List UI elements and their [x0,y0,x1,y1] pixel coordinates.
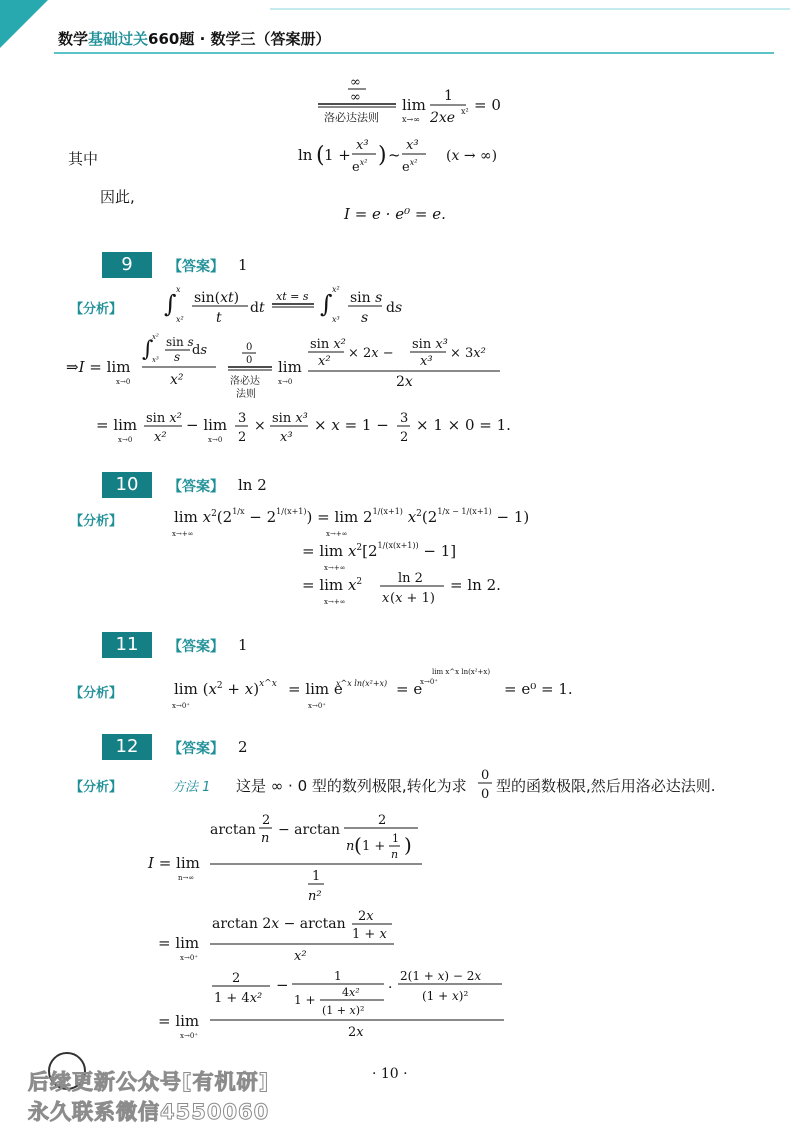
svg-text:x→0: x→0 [116,378,131,386]
svg-text:x³: x³ [420,354,433,369]
svg-text:sin(xt): sin(xt) [194,290,240,306]
answer-value-10: ln 2 [238,476,267,494]
svg-text:x²: x² [318,354,331,369]
header-rule [54,52,774,54]
svg-text:sin s: sin s [166,335,194,349]
svg-text:= lim: = lim [158,1012,200,1030]
svg-text:∫: ∫ [320,290,333,318]
svg-text:(: ( [354,833,362,857]
answer-label-11: 【答案】 [168,639,224,655]
analysis-label-9: 【分析】 [70,302,123,317]
svg-text:1: 1 [392,832,399,845]
svg-text:洛必达: 洛必达 [230,376,260,387]
svg-text:arctan 2x − arctan: arctan 2x − arctan [212,916,346,932]
svg-text:x³: x³ [152,356,159,364]
equivalence-formula [298,133,518,181]
answer-value-12: 2 [238,738,248,756]
p12-line2 [158,906,418,972]
svg-text:法则: 法则 [236,389,256,400]
analysis-label-11: 【分析】 [70,686,123,701]
p12-line1 [148,806,448,906]
svg-text:x→+∞: x→+∞ [324,598,346,606]
svg-text:sin x³: sin x³ [412,337,448,352]
svg-text:x→0: x→0 [278,378,293,386]
svg-text:2x: 2x [396,374,413,390]
svg-text:3: 3 [400,411,409,426]
svg-text:2: 2 [400,430,409,445]
svg-text:= lim x2[21/(x(x+1)) − 1]: = $\lim x^2[2^{1/(x(x+1))} - 1]$ [302,541,457,560]
watermark-line-2: 永久联系微信4550060 [28,1100,270,1124]
svg-text:2x: 2x [348,1025,364,1040]
svg-text:x→0: x→0 [208,436,223,444]
svg-text:x³: x³ [406,138,419,153]
svg-text:0: 0 [246,342,253,353]
svg-text:x²: x² [170,372,184,388]
p11-line1 [170,664,590,714]
svg-text:s: s [174,350,181,364]
inline-frac-num: 0 [481,768,490,783]
prev-res-num: 1 [444,88,453,104]
svg-text:n: n [261,831,270,846]
svg-text:x²: x² [154,430,167,445]
svg-text:× 2x −: × 2x − [348,346,394,361]
method-text-a: 这是 ∞ · 0 型的数列极限,转化为求 [236,777,467,795]
svg-text:2x: 2x [358,909,374,924]
answer-value-9: 1 [238,256,248,274]
method-text-b: 型的函数极限,然后用洛必达法则. [496,777,716,795]
svg-text:lim x2(21/x − 21/(x+1)) = lim: $\lim x^2(2^{1/x} - 2^{1/(x+1)}) = \lim 2^{1/(x+1)}$ $x^2(2^{1/x - 1/(x+1)} - 1)$ [174,507,530,526]
p12-line3 [158,966,518,1046]
svg-text:sin s: sin s [350,290,383,306]
prev-equals-zero: = 0 [474,96,501,114]
svg-text:(x → ∞): (x → ∞) [446,148,498,164]
svg-text:2(1 + x) − 2x: 2(1 + x) − 2x [400,969,482,983]
prev-rule: 洛必达法则 [324,111,379,124]
svg-text:x³: x³ [332,315,340,324]
svg-text:x²: x² [152,333,159,341]
svg-text:∫: ∫ [142,337,154,362]
svg-text:lim: lim [278,358,302,376]
prev-frac-top: ∞ [350,75,361,90]
analysis-label-12: 【分析】 [70,780,123,795]
svg-text:= lim e: = lim e [288,680,343,698]
svg-text:ds: ds [386,300,403,316]
qizhong-label: 其中 [68,150,99,168]
p9-line1 [164,282,424,332]
svg-text:×: × [254,418,266,434]
problem-number-10: 10 [102,472,152,498]
svg-text:lim x^x ln(x²+x): lim x^x ln(x²+x) [432,668,491,676]
svg-text:n: n [346,839,355,854]
svg-text:x^x ln(x²+x): x^x ln(x²+x) [336,679,388,688]
prev-lim: lim [402,96,426,114]
header-top-rule [270,8,790,10]
svg-text:arctan: arctan [210,822,256,838]
svg-text:x→0⁺: x→0⁺ [180,954,198,962]
svg-text:ln 2: ln 2 [398,571,423,586]
svg-text:x³: x³ [356,138,369,153]
svg-text:x: x [176,285,181,294]
svg-text:0: 0 [246,355,253,366]
p9-line3 [96,406,536,452]
svg-text:× 1 × 0 = 1.: × 1 × 0 = 1. [416,416,511,434]
svg-text:~: ~ [388,146,401,164]
svg-text:n: n [391,848,399,861]
svg-text:x→+∞: x→+∞ [324,564,346,572]
prev-lim-sub: x→∞ [402,115,420,124]
svg-text:2: 2 [232,971,241,986]
prev-final: I = e · e⁰ = e. [344,205,446,223]
svg-text:2: 2 [238,430,247,445]
prev-limit-formula [318,72,518,132]
prev-res-den-sup: x² [461,107,469,116]
svg-text:(1 + x)²: (1 + x)² [322,1004,365,1017]
answer-label-9: 【答案】 [168,259,224,275]
problem-number-9: 9 [102,252,152,278]
svg-text:3: 3 [238,411,247,426]
svg-text:t: t [216,310,222,326]
answer-label-10: 【答案】 [168,479,224,495]
svg-text:− lim: − lim [186,416,228,434]
svg-text:n→∞: n→∞ [178,874,195,882]
svg-text:x→0⁺: x→0⁺ [172,702,190,710]
svg-text:1 + x: 1 + x [352,927,387,942]
svg-text:x: x [382,591,390,606]
svg-text:(x + 1): (x + 1) [390,591,435,606]
svg-text:− arctan: − arctan [278,822,341,838]
svg-text:sin x²: sin x² [146,411,182,426]
svg-text:(: ( [316,143,325,168]
method-label: 方法 1 [172,780,211,795]
svg-text:1: 1 [334,969,342,983]
svg-text:4x²: 4x² [342,986,360,999]
page-number: · 10 · [372,1066,408,1082]
svg-text:= e⁰ = 1.: = e⁰ = 1. [504,680,573,698]
svg-text:n²: n² [308,889,322,904]
prev-res-den: 2xe [430,110,456,126]
svg-text:ex²: $e^{x^2}$ [352,158,368,175]
answer-label-12: 【答案】 [168,741,224,757]
problem-number-11: 11 [102,632,152,658]
prev-frac-bot: ∞ [350,90,361,105]
svg-text:= ln 2.: = ln 2. [450,576,501,594]
svg-text:∫: ∫ [164,290,177,318]
analysis-label-10: 【分析】 [70,514,123,529]
svg-text:x→+∞: x→+∞ [172,530,194,538]
svg-text:s: s [361,310,369,326]
header-title: 数学基础过关660题 · 数学三（答案册） [58,30,331,48]
svg-text:x²: x² [332,285,340,294]
svg-text:2: 2 [262,813,271,828]
svg-text:): ) [378,143,387,168]
svg-text:1 + 4x²: 1 + 4x² [214,991,263,1006]
watermark-line-1: 后续更新公众号[有机研] [28,1070,270,1094]
svg-text:sin x²: sin x² [310,337,346,352]
problem-number-12: 12 [102,734,152,760]
p10-line3 [302,568,522,614]
svg-text:−: − [276,976,289,994]
svg-text:x→0⁺: x→0⁺ [180,1032,198,1040]
svg-text:× 3x²: × 3x² [450,346,486,361]
svg-text:x²: x² [294,949,307,964]
p9-line2 [66,330,506,402]
svg-text:= lim: = lim [158,934,200,952]
yinci-label: 因此, [100,188,135,206]
svg-text:x→+∞: x→+∞ [326,530,348,538]
svg-text:ds: ds [192,343,207,358]
corner-decoration [0,0,48,48]
svg-text:sin x³: sin x³ [272,411,308,426]
svg-text:= lim x2: = $\lim x^2$ [302,576,363,594]
svg-text:= e: = e [396,680,423,698]
svg-text:1: 1 [312,869,321,884]
svg-text:dt: dt [250,300,265,316]
svg-text:lim (x2 + x)x^x: $\lim (x^2 + x)^{x\^{}x}$ [174,679,277,698]
svg-text:x³: x³ [280,430,293,445]
svg-text:x→0⁺: x→0⁺ [308,702,326,710]
svg-text:1 +: 1 + [362,839,386,854]
inline-frac-0-0 [476,766,496,806]
svg-text:xt = s: xt = s [276,290,309,303]
svg-text:⇒I = lim: ⇒I = lim [66,358,131,376]
answer-value-11: 1 [238,636,248,654]
svg-text:·: · [388,980,393,996]
svg-text:ex²: $e^{x^2}$ [402,158,418,175]
svg-text:I = lim: I = lim [148,854,200,872]
svg-text:x→0: x→0 [118,436,133,444]
svg-text:(1 + x)²: (1 + x)² [422,989,469,1003]
svg-text:1 +: 1 + [294,993,316,1007]
inline-frac-den: 0 [481,787,490,802]
svg-text:ln: ln [298,146,313,164]
svg-text:= lim: = lim [96,416,138,434]
svg-text:1 +: 1 + [324,146,351,164]
svg-text:x→0⁺: x→0⁺ [420,678,438,686]
svg-text:x²: x² [176,315,184,324]
svg-text:): ) [404,833,412,857]
svg-text:2: 2 [378,813,387,828]
svg-text:× x = 1 −: × x = 1 − [314,416,389,434]
p10-line1 [170,504,530,540]
